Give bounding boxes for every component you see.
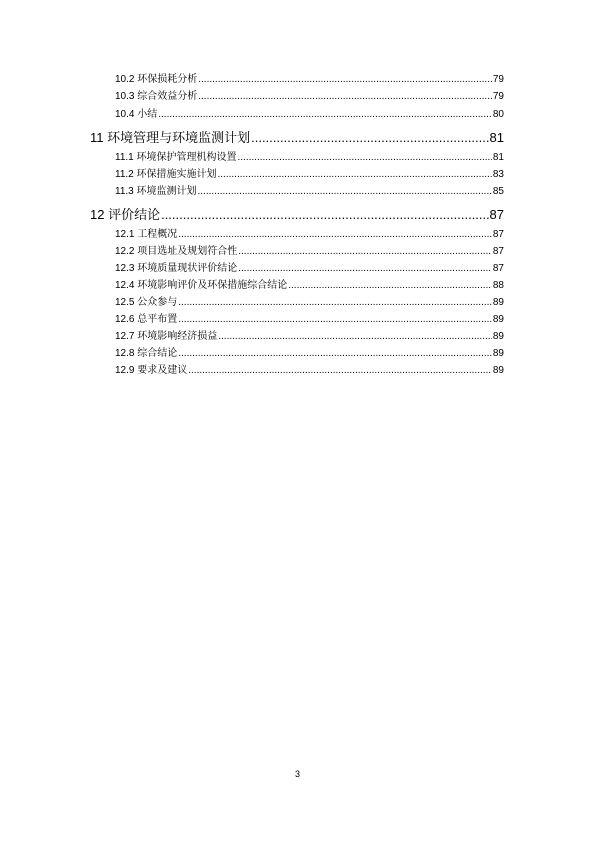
toc-entry-page: 81 xyxy=(489,130,504,145)
toc-entry-title: 10.3 综合效益分析 xyxy=(115,91,198,102)
toc-entry[interactable] xyxy=(115,313,504,327)
toc-entry-page: 87 xyxy=(489,207,504,222)
toc-entry[interactable] xyxy=(115,245,504,259)
toc-entry[interactable] xyxy=(115,330,504,344)
toc-entry-page: 80 xyxy=(492,109,504,120)
toc-entry-title: 12.6 总平布置 xyxy=(115,314,178,325)
toc-entry-title: 11 环境管理与环境监测计划 xyxy=(90,130,251,145)
toc-entry-title: 12.4 环境影响评价及环保措施综合结论 xyxy=(115,280,288,291)
toc-entry-title: 12.8 综合结论 xyxy=(115,348,178,359)
toc-entry-title: 12.1 工程概况 xyxy=(115,229,178,240)
toc-entry-page: 89 xyxy=(492,365,504,376)
toc-entry-page: 85 xyxy=(492,186,504,197)
toc-dot-leader xyxy=(158,108,492,122)
page-number: 3 xyxy=(294,769,300,779)
toc-dot-leader xyxy=(198,90,492,104)
toc-entry-page: 87 xyxy=(492,229,504,240)
toc-dot-leader xyxy=(218,168,492,182)
toc-dot-leader xyxy=(198,73,492,87)
toc-entry-page: 81 xyxy=(492,152,504,163)
toc-dot-leader xyxy=(218,330,492,344)
toc-entry[interactable] xyxy=(115,228,504,242)
toc-entry[interactable] xyxy=(115,262,504,276)
toc-dot-leader xyxy=(178,296,492,310)
toc-chapter-entry[interactable] xyxy=(90,129,504,147)
toc-entry[interactable] xyxy=(115,90,504,104)
toc-entry-title: 12.2 项目选址及规划符合性 xyxy=(115,246,238,257)
toc-dot-leader xyxy=(178,228,492,242)
toc-chapter-entry[interactable] xyxy=(90,206,504,224)
toc-entry[interactable] xyxy=(115,364,504,378)
toc-entry[interactable] xyxy=(115,168,504,182)
toc-entry[interactable] xyxy=(115,185,504,199)
toc-dot-leader xyxy=(238,245,492,259)
toc-entry[interactable] xyxy=(115,73,504,87)
toc-entry-page: 89 xyxy=(492,348,504,359)
toc-dot-leader xyxy=(238,262,492,276)
toc-entry-page: 87 xyxy=(492,246,504,257)
toc-entry[interactable] xyxy=(115,108,504,122)
toc-entry[interactable] xyxy=(115,151,504,165)
toc-dot-leader xyxy=(251,129,488,147)
toc-entry-title: 12.9 要求及建议 xyxy=(115,365,188,376)
toc-dot-leader xyxy=(188,364,492,378)
toc-dot-leader xyxy=(288,279,492,293)
toc-entry-title: 11.2 环保措施实施计划 xyxy=(115,169,217,180)
toc-dot-leader xyxy=(161,206,488,224)
toc-entry-page: 87 xyxy=(492,263,504,274)
toc-entry-page: 89 xyxy=(492,297,504,308)
toc-entry-title: 12.3 环境质量现状评价结论 xyxy=(115,263,238,274)
toc-entry-title: 12 评价结论 xyxy=(90,207,161,222)
toc-entry-page: 89 xyxy=(492,331,504,342)
toc-entry-page: 89 xyxy=(492,314,504,325)
toc-entry-page: 79 xyxy=(492,74,504,85)
toc-entry-page: 83 xyxy=(492,169,504,180)
toc-entry-title: 11.1 环境保护管理机构设置 xyxy=(115,152,237,163)
toc-entry-page: 88 xyxy=(492,280,504,291)
toc-dot-leader xyxy=(238,151,492,165)
toc-entry-title: 10.2 环保损耗分析 xyxy=(115,74,198,85)
toc-entry-title: 11.3 环境监测计划 xyxy=(115,186,197,197)
toc-entry[interactable] xyxy=(115,296,504,310)
toc-dot-leader xyxy=(198,185,492,199)
toc-entry-page: 79 xyxy=(492,91,504,102)
toc-entry-title: 10.4 小结 xyxy=(115,109,158,120)
toc-dot-leader xyxy=(178,313,492,327)
toc-entry-title: 12.7 环境影响经济损益 xyxy=(115,331,218,342)
toc-entry[interactable] xyxy=(115,279,504,293)
toc-dot-leader xyxy=(178,347,492,361)
toc-entry[interactable] xyxy=(115,347,504,361)
toc-entry-title: 12.5 公众参与 xyxy=(115,297,178,308)
